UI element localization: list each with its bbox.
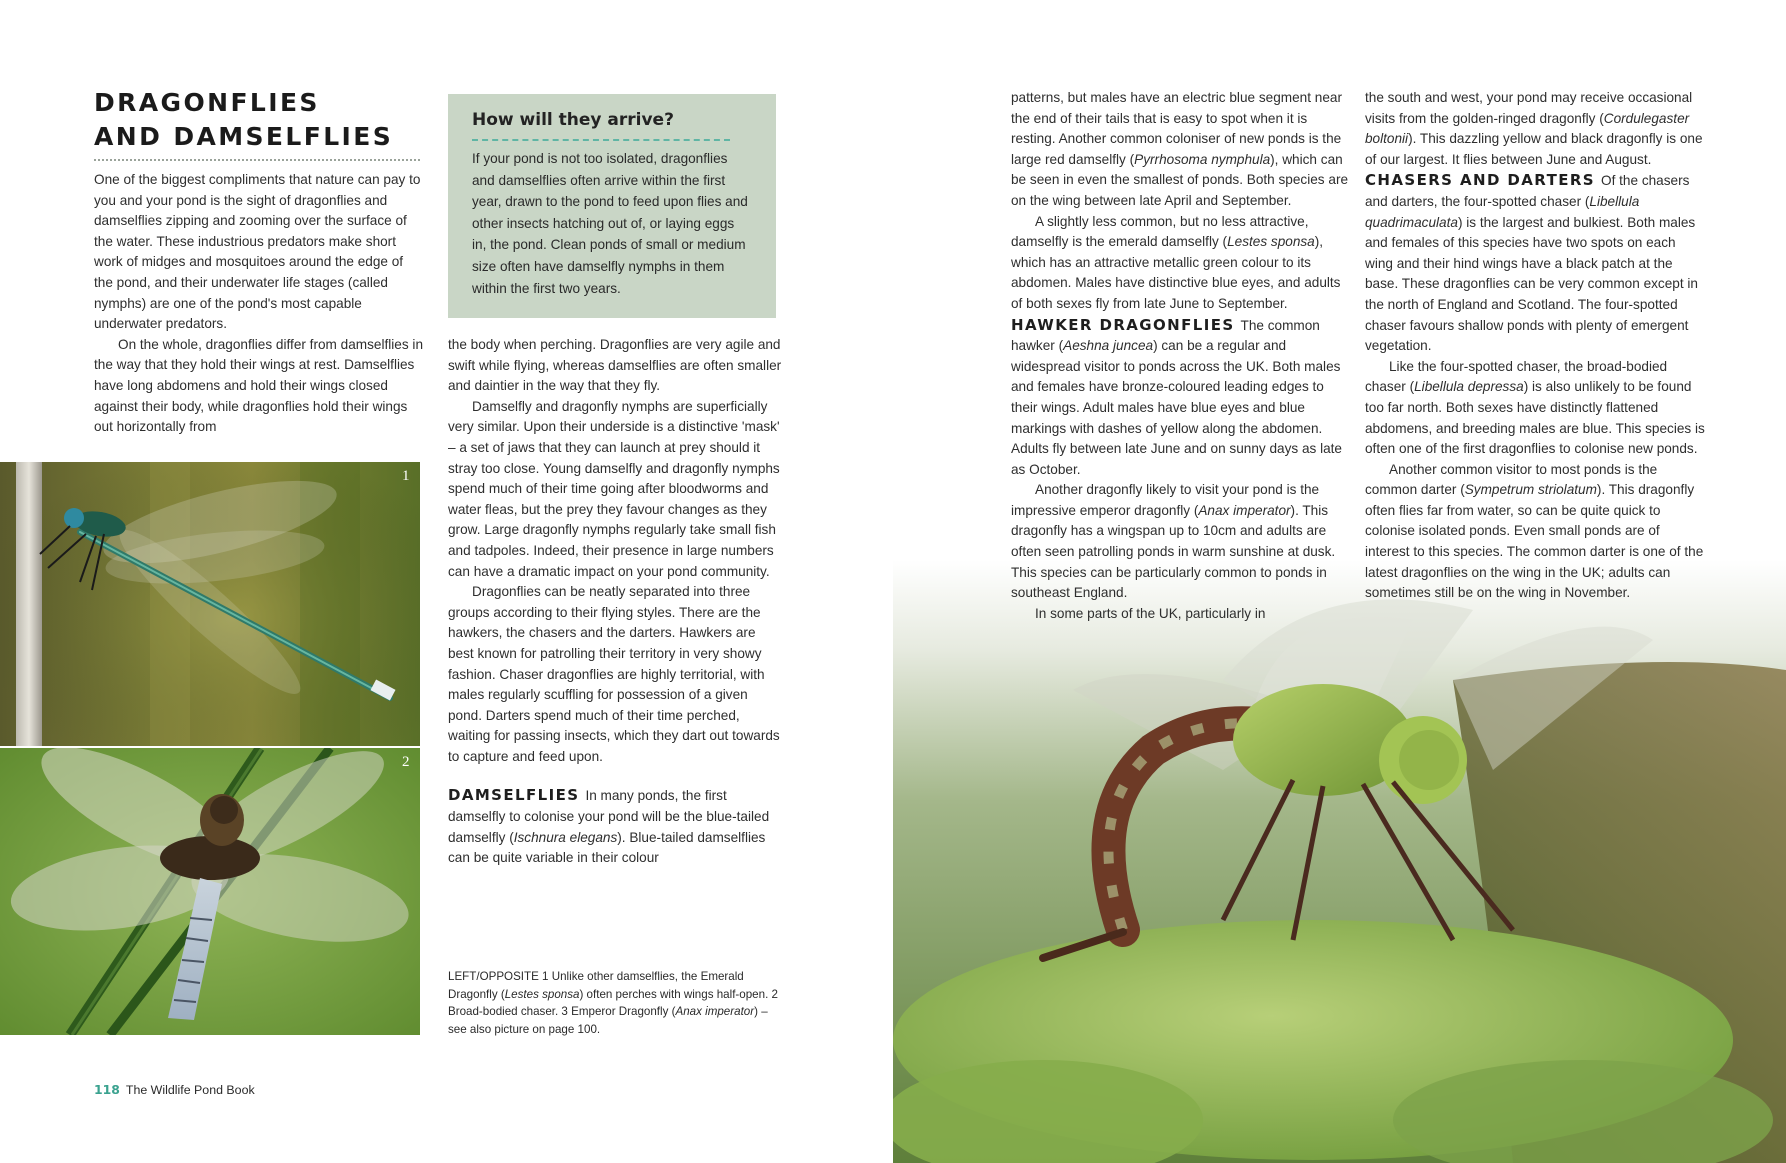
photo-caption: LEFT/OPPOSITE 1 Unlike other damselflies, the Emerald Dragonfly (Lestes sponsa) often perches with wings half-open. 2 Broad-bodied chaser. 3 Emperor Dragonfly (Anax imperator) – see also picture on page 100.	[448, 970, 778, 1036]
hawker-paragraph: HAWKER DRAGONFLIES The common hawker (Aeshna juncea) can be a regular and widespread visitor to ponds across the UK. Both males and females have bronze-coloured leading edges to their wings. Adult males have blue eyes and blue markings with dashes of yellow along the abdomen. Adults fly between late June and on sunny days as late as October.	[1011, 315, 1342, 477]
chapter-title-line2: AND DAMSELFLIES	[94, 122, 394, 151]
emerald-damselfly-photo	[0, 462, 420, 746]
emerald-damselfly-paragraph: A slightly less common, but no less attractive, damselfly is the emerald damselfly (Lestes sponsa), which has an attractive metallic green colour to its abdomen. Males have distinctive blue eyes, and adults of both sexes fly from late June to September.	[1011, 213, 1341, 311]
perching-paragraph: the body when perching. Dragonflies are very agile and swift while flying, whereas damselflies are often smaller and daintier in the way that they fly.	[448, 337, 782, 394]
damselfly-colour-paragraph: patterns, but males have an electric blue segment near the end of their tails that is easy to spot when it is resting. Another common coloniser of new ponds is the large red damselfly (Pyrrhosoma nymphula), which can be seen in even the smallest of ponds. Both species are on the wing between late April and September.	[1011, 90, 1349, 208]
sidebar-text: If your pond is not too isolated, dragonflies and damselflies often arrive within the first year, drawn to the pond to feed upon flies and other insects hatching out of, or laying eggs in, the pond. Clean ponds of small or medium size often have damselfly nymphs in them within the first two years.	[472, 151, 748, 296]
damselflies-heading: DAMSELFLIES	[448, 786, 580, 805]
broad-bodied-paragraph: Like the four-spotted chaser, the broad-bodied chaser (Libellula depressa) is also unlikely to be found too far north. Both sexes have distinctly flattened abdomens, and breeding males are blue. This species is often one of the first dragonflies to colonise new ponds.	[1365, 358, 1705, 457]
common-darter-paragraph: Another common visitor to most ponds is the common darter (Sympetrum striolatum). This dragonfly often flies far from water, so can be quite quick to colonise isolated ponds. Even small ponds are of interest to this species. The common darter is one of the latest dragonflies on the wing in the UK; adults can sometimes still be on the wing in November.	[1365, 461, 1704, 601]
book-title: The Wildlife Pond Book	[125, 1083, 255, 1097]
damselflies-paragraph: DAMSELFLIES In many ponds, the first damselfly to colonise your pond will be the blue-tailed damselfly (Ischnura elegans). Blue-tailed damselflies can be quite variable in their colour	[448, 786, 770, 866]
golden-ringed-paragraph: the south and west, your pond may receive occasional visits from the golden-ringed dragonfly (Cordulegaster boltonii). This dazzling yellow and black dragonfly is one of our largest. It flies between June and August.	[1365, 90, 1703, 167]
left-column-2	[448, 335, 784, 869]
page-folio	[94, 1082, 255, 1097]
intro-paragraph: One of the biggest compliments that nature can pay to you and your pond is the sight of dragonflies and damselflies zipping and zooming over the surface of the water. These industrious predators make short work of midges and mosquitoes around the edge of the pond, and their underwater life stages (called nymphs) are one of the pond's most capable underwater predators.	[94, 172, 421, 332]
sidebar-title: How will they arrive?	[472, 110, 674, 130]
chasers-heading: CHASERS AND DARTERS	[1365, 171, 1596, 190]
hawker-heading: HAWKER DRAGONFLIES	[1011, 315, 1235, 334]
photo2-number: 2	[402, 754, 410, 770]
right-column-1	[1011, 88, 1351, 624]
emperor-paragraph: Another dragonfly likely to visit your pond is the impressive emperor dragonfly (Anax imperator). This dragonfly has a wingspan up to 10cm and adults are often seen patrolling ponds in warm sunshine at dusk. This species can be particularly common to ponds in southeast England.	[1011, 482, 1336, 601]
golden-ringed-intro: In some parts of the UK, particularly in	[1035, 605, 1266, 621]
chasers-paragraph: CHASERS AND DARTERS Of the chasers and darters, the four-spotted chaser (Libellula quadrimaculata) is the largest and bulkiest. Both males and females of this species have two spots on each wing and their hind wings have a black patch at the base. These dragonflies can be very common except in the north of England and Scotland. The four-spotted chaser favours shallow ponds with plenty of emergent vegetation.	[1365, 171, 1698, 354]
left-column-1	[94, 170, 424, 438]
photo1-number: 1	[402, 468, 410, 484]
title-dotted-rule	[94, 159, 420, 161]
chapter-title	[94, 86, 424, 154]
wings-paragraph: On the whole, dragonflies differ from damselflies in the way that they hold their wings at rest. Damselflies have long abdomens and hold their wings closed against their body, while dragonflies hold their wings out horizontally from	[94, 336, 424, 435]
right-page	[893, 0, 1786, 1163]
broad-bodied-chaser-photo	[0, 748, 420, 1035]
emperor-dragonfly-photo	[893, 560, 1786, 1163]
chapter-title-line1: DRAGONFLIES	[94, 88, 320, 117]
right-column-2	[1365, 88, 1705, 604]
sidebar-dashed-rule	[472, 139, 730, 141]
nymphs-paragraph: Damselfly and dragonfly nymphs are superficially very similar. Upon their underside is a distinctive 'mask' – a set of jaws that they can launch at prey should it stray too close. Young damselfly and dragonfly nymphs spend much of their time going after bloodworms and water fleas, but the prey they favour changes as they grow. Large dragonfly nymphs regularly take small fish and tadpoles. Indeed, their presence in large numbers can have a dramatic impact on your pond community.	[448, 398, 780, 579]
page-number: 118	[94, 1082, 120, 1097]
groups-paragraph: Dragonflies can be neatly separated into three groups according to their flying styles. There are the hawkers, the chasers and the darters. Hawkers are best known for patrolling their territory in very showy fashion. Chaser dragonflies are highly territorial, with males regularly scuffling for possession of a given pond. Darters spend much of their time perched, waiting for passing insects, which they dart out towards to capture and feed upon.	[448, 584, 780, 764]
sidebar-box	[448, 94, 776, 318]
